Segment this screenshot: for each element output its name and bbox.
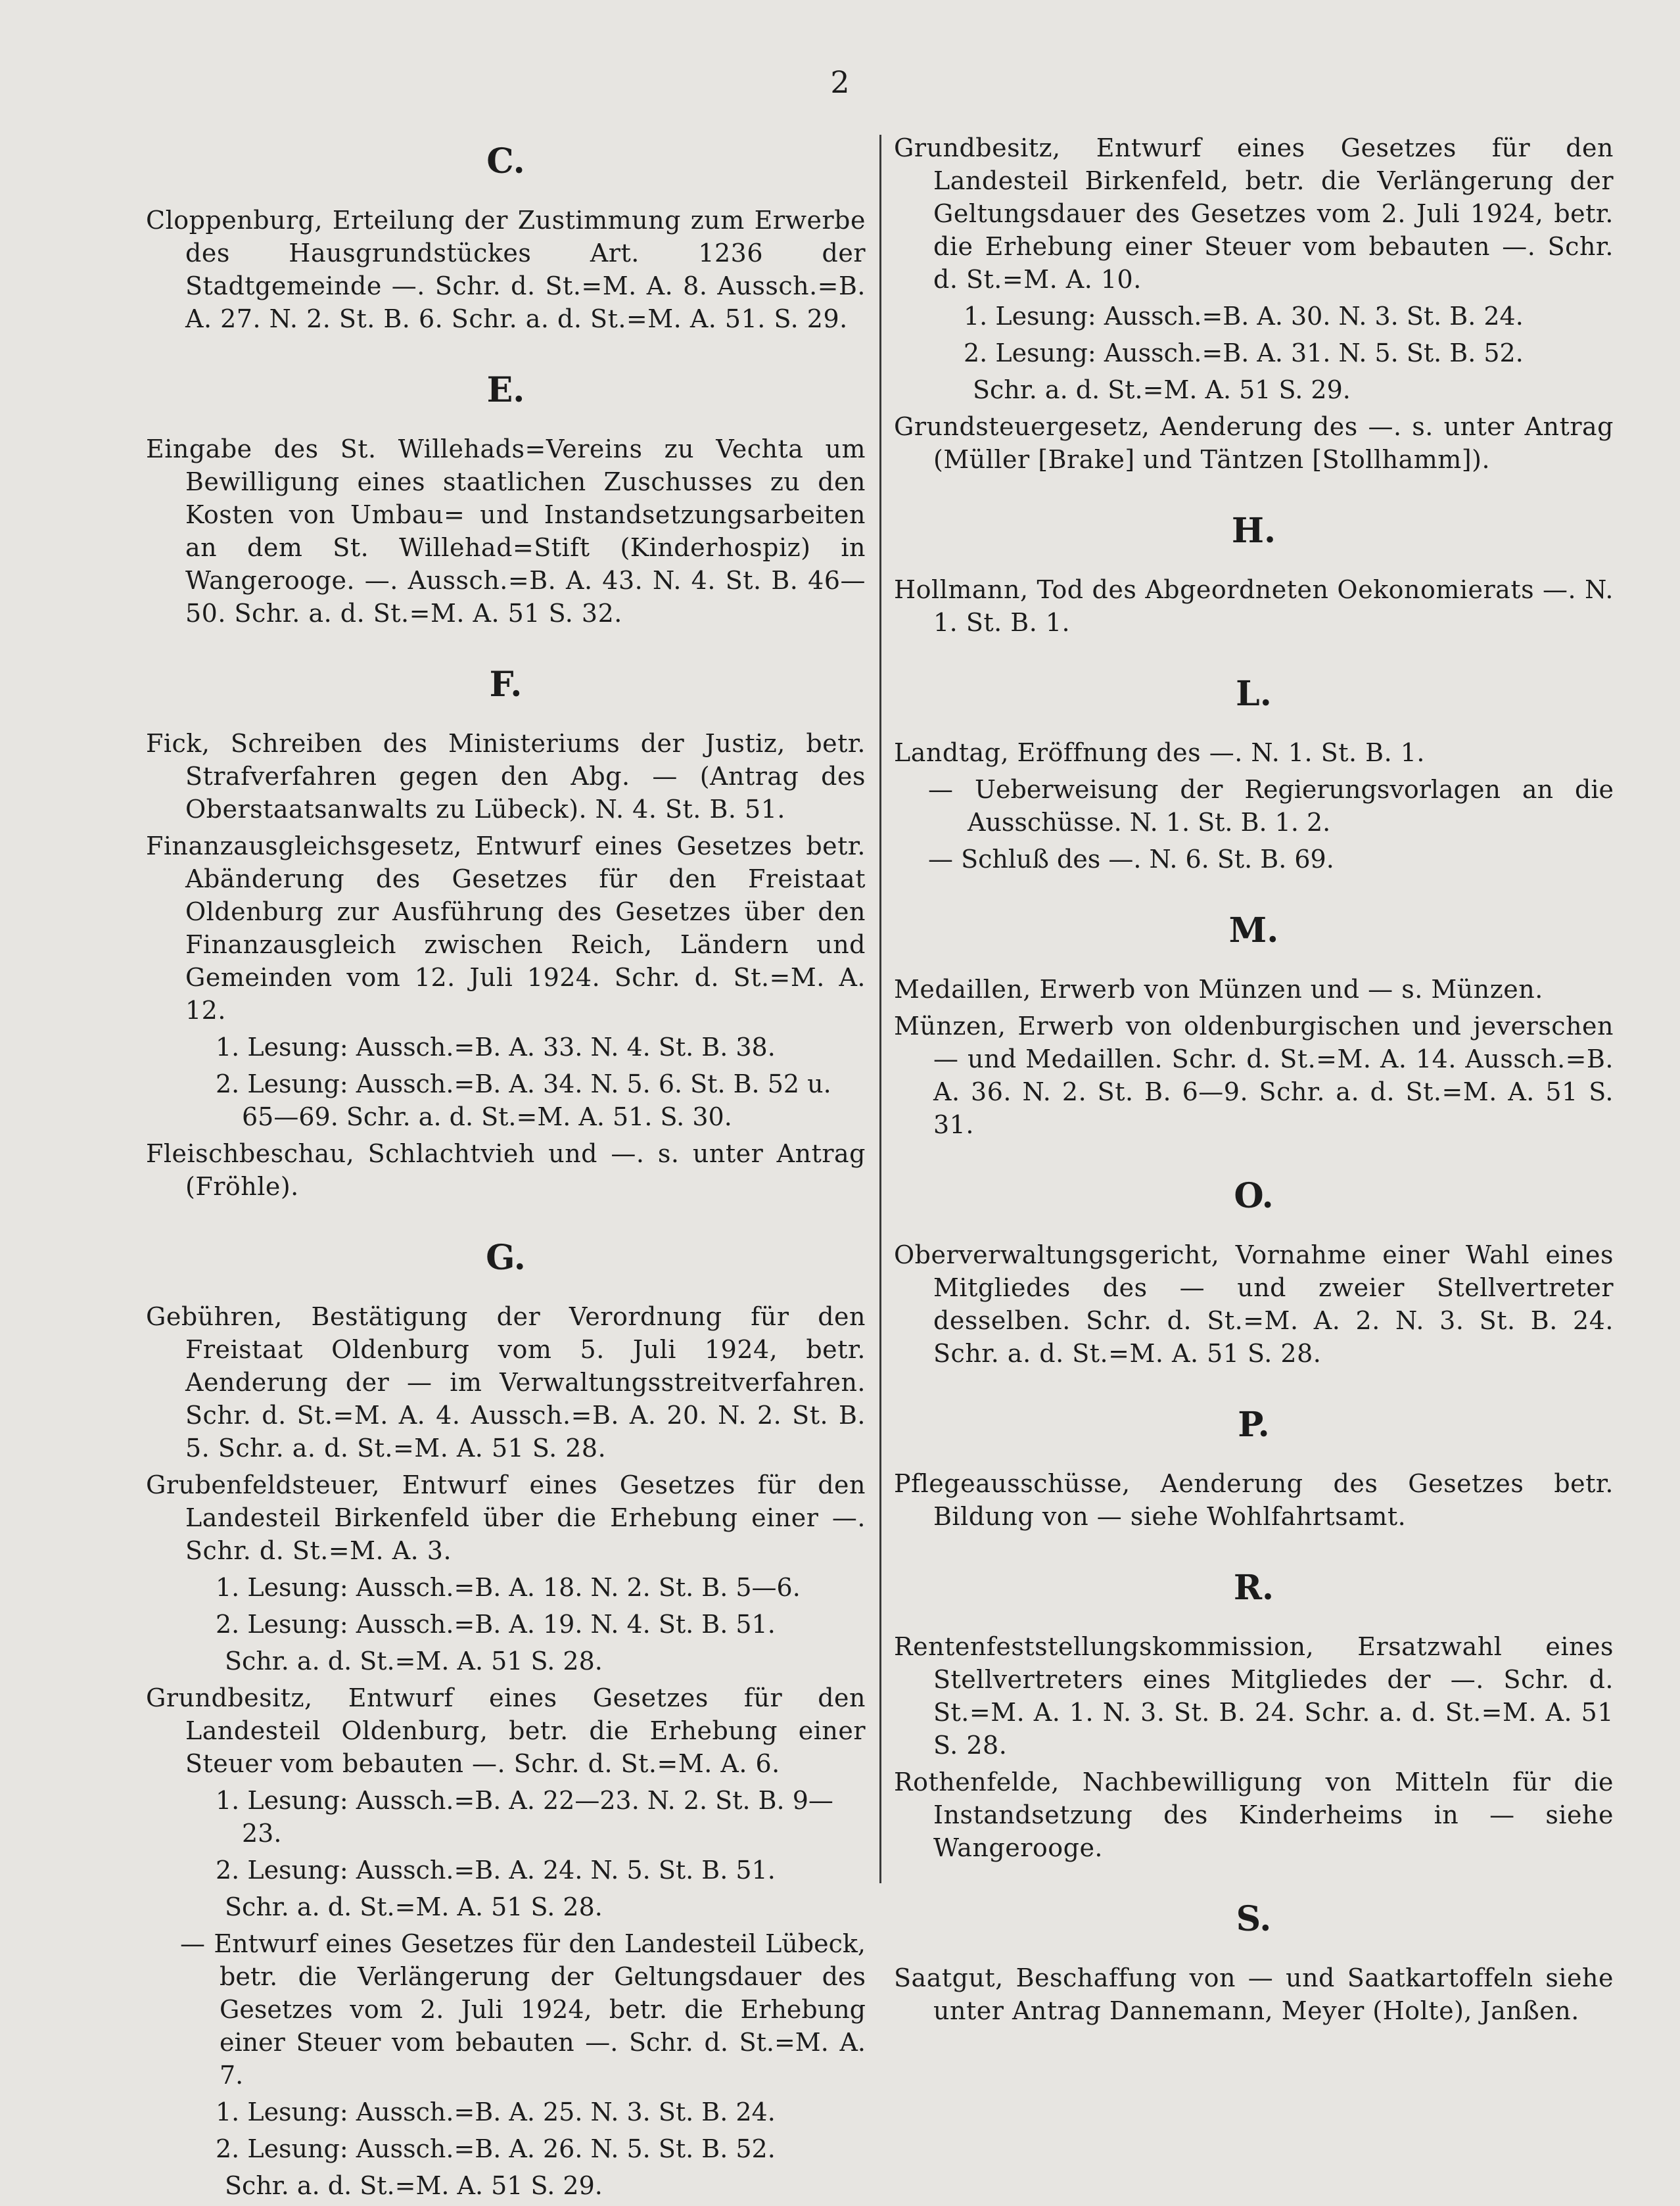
entry-grundbesitz-oldenburg: Grundbesitz, Entwurf eines Gesetzes für den Landesteil Oldenburg, betr. die Erhebung einer Steuer vom bebauten —. Schr. d. St.=M. A. 6. <box>146 1683 866 1778</box>
entry-landtag-schluss: — Schluß des —. N. 6. St. B. 69. <box>928 845 1334 874</box>
section-letter-c: C. <box>486 141 525 181</box>
section-letter-l: L. <box>1236 674 1272 714</box>
section-letter-e: E. <box>486 370 525 410</box>
entry-finanzausgleich: Finanzausgleichsgesetz, Entwurf eines Gesetzes betr. Abänderung des Gesetzes für den Freistaat Oldenburg zur Ausführung des Gesetzes über den Finanzausgleich zwischen Reich, Ländern und Gemeinden vom 12. Juli 1924. Schr. d. St.=M. A. 12. <box>146 832 866 1025</box>
entry-grundbesitz-luebeck-lesung-1: 1. Lesung: Aussch.=B. A. 25. N. 3. St. B. 24. <box>216 2098 776 2126</box>
entry-landtag: Landtag, Eröffnung des —. N. 1. St. B. 1. <box>894 738 1425 767</box>
right-column <box>894 131 1614 2031</box>
entry-saatgut: Saatgut, Beschaffung von — und Saatkartoffeln siehe unter Antrag Dannemann, Meyer (Holte), Janßen. <box>894 1963 1614 2025</box>
entry-grubenfeldsteuer-schr: Schr. a. d. St.=M. A. 51 S. 28. <box>225 1647 603 1676</box>
entry-grundbesitz-birkenfeld: Grundbesitz, Entwurf eines Gesetzes für den Landesteil Birkenfeld, betr. die Verlängerung der Geltungsdauer des Gesetzes vom 2. Juli 1924, betr. die Erhebung einer Steuer vom bebauten —. Schr. d. St.=M. A. 10. <box>894 133 1614 294</box>
entry-grubenfeldsteuer-lesung-1: 1. Lesung: Aussch.=B. A. 18. N. 2. St. B. 5—6. <box>216 1573 801 1602</box>
section-letter-m: M. <box>1228 910 1279 950</box>
section-letter-f: F. <box>489 665 523 705</box>
entry-landtag-ueberweisung: — Ueberweisung der Regierungsvorlagen an die Ausschüsse. N. 1. St. B. 1. 2. <box>928 775 1614 837</box>
entry-grundsteuergesetz: Grundsteuergesetz, Aenderung des —. s. unter Antrag (Müller [Brake] und Täntzen [Stollhamm]). <box>894 412 1614 474</box>
entry-cloppenburg: Cloppenburg, Erteilung der Zustimmung zum Erwerbe des Hausgrundstückes Art. 1236 der Stadtgemeinde —. Schr. d. St.=M. A. 8. Aussch.=B. A. 27. N. 2. St. B. 6. Schr. a. d. St.=M. A. 51. S. 29. <box>146 206 866 333</box>
entry-muenzen: Münzen, Erwerb von oldenburgischen und jeverschen — und Medaillen. Schr. d. St.=M. A. 14. Aussch.=B. A. 36. N. 2. St. B. 6—9. Schr. a. d. St.=M. A. 51 S. 31. <box>894 1012 1614 1139</box>
entry-grundbesitz-luebeck-lesung-2: 2. Lesung: Aussch.=B. A. 26. N. 5. St. B. 52. <box>216 2134 776 2163</box>
entry-grundbesitz-birkenfeld-schr: Schr. a. d. St.=M. A. 51 S. 29. <box>973 375 1351 404</box>
entry-grundbesitz-oldenburg-lesung-2: 2. Lesung: Aussch.=B. A. 24. N. 5. St. B. 51. <box>216 1856 776 1885</box>
entry-grubenfeldsteuer: Grubenfeldsteuer, Entwurf eines Gesetzes für den Landesteil Birkenfeld über die Erhebung einer —. Schr. d. St.=M. A. 3. <box>146 1470 866 1565</box>
entry-grubenfeldsteuer-lesung-2: 2. Lesung: Aussch.=B. A. 19. N. 4. St. B. 51. <box>216 1610 776 1639</box>
section-letter-h: H. <box>1231 511 1276 551</box>
section-letter-s: S. <box>1236 1899 1272 1939</box>
page-number: 2 <box>830 64 850 100</box>
column-divider <box>879 135 881 1883</box>
entry-grundbesitz-oldenburg-lesung-1: 1. Lesung: Aussch.=B. A. 22—23. N. 2. St. B. 9—23. <box>216 1786 833 1848</box>
entry-rothenfelde: Rothenfelde, Nachbewilligung von Mitteln für die Instandsetzung des Kinderheims in — siehe Wangerooge. <box>894 1768 1614 1862</box>
left-column <box>146 125 866 2206</box>
section-letter-p: P. <box>1238 1405 1270 1445</box>
entry-finanzausgleich-lesung-2: 2. Lesung: Aussch.=B. A. 34. N. 5. 6. St. B. 52 u. 65—69. Schr. a. d. St.=M. A. 51. S. 30. <box>216 1069 831 1131</box>
entry-grundbesitz-luebeck: — Entwurf eines Gesetzes für den Landesteil Lübeck, betr. die Verlängerung der Geltungsdauer des Gesetzes vom 2. Juli 1924, betr. die Erhebung einer Steuer vom bebauten —. Schr. d. St.=M. A. 7. <box>180 1929 866 2090</box>
entry-oberverwaltungsgericht: Oberverwaltungsgericht, Vornahme einer Wahl eines Mitgliedes des — und zweier Stellvertreter desselben. Schr. d. St.=M. A. 2. N. 3. St. B. 24. Schr. a. d. St.=M. A. 51 S. 28. <box>894 1240 1614 1368</box>
entry-fick: Fick, Schreiben des Ministeriums der Justiz, betr. Strafverfahren gegen den Abg. — (Antrag des Oberstaatsanwalts zu Lübeck). N. 4. St. B. 51. <box>146 729 866 824</box>
section-letter-o: O. <box>1234 1176 1274 1216</box>
entry-hollmann: Hollmann, Tod des Abgeordneten Oekonomierats —. N. 1. St. B. 1. <box>894 575 1614 637</box>
entry-finanzausgleich-lesung-1: 1. Lesung: Aussch.=B. A. 33. N. 4. St. B. 38. <box>216 1033 776 1062</box>
entry-pflegeausschuesse: Pflegeausschüsse, Aenderung des Gesetzes betr. Bildung von — siehe Wohlfahrtsamt. <box>894 1469 1614 1531</box>
entry-grundbesitz-birkenfeld-lesung-2: 2. Lesung: Aussch.=B. A. 31. N. 5. St. B. 52. <box>964 339 1524 367</box>
section-letter-g: G. <box>486 1238 526 1278</box>
section-letter-r: R. <box>1233 1568 1274 1608</box>
entry-eingabe: Eingabe des St. Willehads=Vereins zu Vechta um Bewilligung eines staatlichen Zuschusses zu den Kosten von Umbau= und Instandsetzungsarbeiten an dem St. Willehad=Stift (Kinderhospiz) in Wangerooge. —. Aussch.=B. A. 43. N. 4. St. B. 46—50. Schr. a. d. St.=M. A. 51 S. 32. <box>146 434 866 628</box>
entry-gebuehren: Gebühren, Bestätigung der Verordnung für den Freistaat Oldenburg vom 5. Juli 1924, betr. Aenderung der — im Verwaltungsstreitverfahren. Schr. d. St.=M. A. 4. Aussch.=B. A. 20. N. 2. St. B. 5. Schr. a. d. St.=M. A. 51 S. 28. <box>146 1302 866 1463</box>
entry-grundbesitz-luebeck-schr: Schr. a. d. St.=M. A. 51 S. 29. <box>225 2171 603 2200</box>
entry-fleischbeschau: Fleischbeschau, Schlachtvieh und —. s. unter Antrag (Fröhle). <box>146 1139 866 1201</box>
entry-grundbesitz-oldenburg-schr: Schr. a. d. St.=M. A. 51 S. 28. <box>225 1892 603 1921</box>
entry-grundbesitz-birkenfeld-lesung-1: 1. Lesung: Aussch.=B. A. 30. N. 3. St. B. 24. <box>964 302 1524 331</box>
entry-medaillen: Medaillen, Erwerb von Münzen und — s. Münzen. <box>894 975 1543 1004</box>
entry-rentenfeststellung: Rentenfeststellungskommission, Ersatzwahl eines Stellvertreters eines Mitgliedes der —. Schr. d. St.=M. A. 1. N. 3. St. B. 24. Schr. a. d. St.=M. A. 51 S. 28. <box>894 1632 1614 1760</box>
